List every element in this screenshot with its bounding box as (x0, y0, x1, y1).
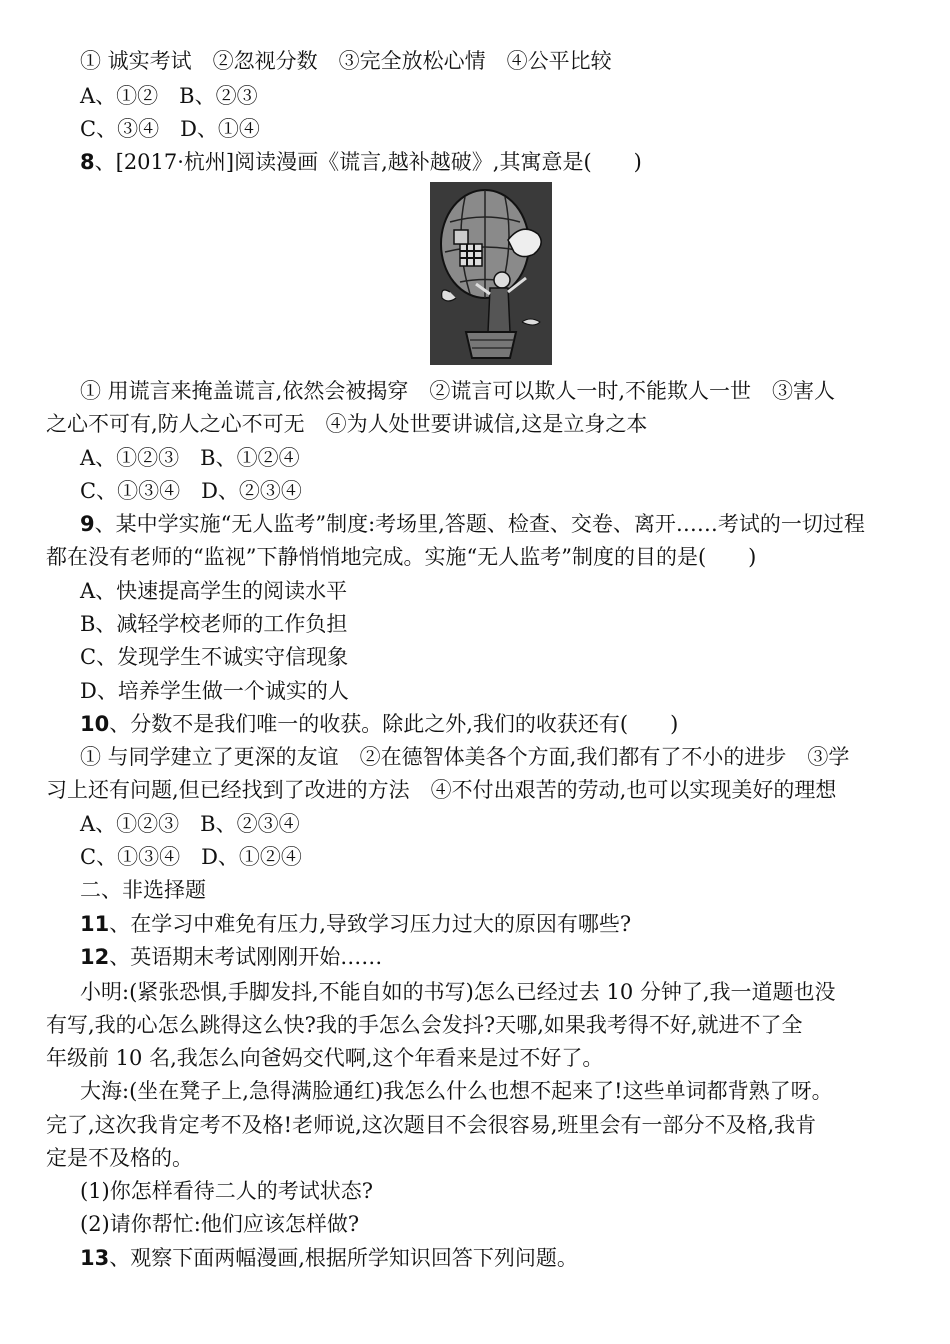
q12-xiaoming-line3: 年级前 10 名,我怎么向爸妈交代啊,这个年看来是过不好了。 (46, 1046, 604, 1070)
q8-options-line2: 之心不可有,防人之心不可无 ④为人处世要讲诚信,这是立身之本 (46, 412, 648, 436)
q12-stem (80, 942, 382, 972)
patch-icon (460, 244, 482, 266)
q8-choice-ab: A、①②③ B、①②④ (80, 446, 300, 470)
q9-stem-text1: 、某中学实施“无人监考”制度:考场里,答题、检查、交卷、离开……考试的一切过程 (94, 512, 865, 536)
q7-options: ① 诚实考试 ②忽视分数 ③完全放松心情 ④公平比较 (80, 49, 612, 73)
q9-option-c: C、发现学生不诚实守信现象 (80, 645, 349, 669)
q10-stem (80, 709, 678, 739)
q12-dahai-line1: 大海:(坐在凳子上,急得满脸通红)我怎么什么也想不起来了!这些单词都背熟了呀。 (80, 1079, 833, 1103)
q11-stem (80, 909, 631, 939)
q11-stem-text: 、在学习中难免有压力,导致学习压力过大的原因有哪些? (109, 912, 632, 936)
q10-stem-text: 、分数不是我们唯一的收获。除此之外,我们的收获还有( ) (109, 712, 679, 736)
person-head-icon (494, 272, 510, 288)
q13-stem-text: 、观察下面两幅漫画,根据所学知识回答下列问题。 (109, 1246, 578, 1270)
q8-options-line1: ① 用谎言来掩盖谎言,依然会被揭穿 ②谎言可以欺人一时,不能欺人一世 ③害人 (80, 379, 836, 403)
q10-choice-cd: C、①③④ D、①②④ (80, 845, 302, 869)
q9-option-b: B、减轻学校老师的工作负担 (80, 612, 348, 636)
q12-sub1: (1)你怎样看待二人的考试状态? (80, 1179, 374, 1203)
q7-choice-ab: A、①② B、②③ (80, 84, 258, 108)
q13-stem (80, 1243, 578, 1273)
q12-xiaoming-line1: 小明:(紧张恐惧,手脚发抖,不能自如的书写)怎么已经过去 10 分钟了,我一道题也没 (80, 980, 836, 1004)
q10-options-line2: 习上还有问题,但已经找到了改进的方法 ④不付出艰苦的劳动,也可以实现美好的理想 (46, 778, 837, 802)
q8-stem-text: 、[2017·杭州]阅读漫画《谎言,越补越破》,其寓意是( ) (94, 150, 642, 174)
q8-choice-cd: C、①③④ D、②③④ (80, 479, 302, 503)
q9-stem-line2: 都在没有老师的“监视”下静悄悄地完成。实施“无人监考”制度的目的是( ) (46, 545, 757, 569)
basket-icon (466, 332, 516, 358)
q10-choice-ab: A、①②③ B、②③④ (80, 812, 300, 836)
q12-xiaoming-line2: 有写,我的心怎么跳得这么快?我的手怎么会发抖?天哪,如果我考得不好,就进不了全 (46, 1013, 803, 1037)
q12-dahai-line3: 定是不及格的。 (46, 1146, 193, 1170)
lie-balloon-cartoon (430, 182, 552, 365)
person-body-icon (488, 288, 510, 332)
q12-sub2: (2)请你帮忙:他们应该怎样做? (80, 1212, 360, 1236)
q12-stem-text: 、英语期末考试刚刚开始…… (109, 945, 383, 969)
q10-options-line1: ① 与同学建立了更深的友谊 ②在德智体美各个方面,我们都有了不小的进步 ③学 (80, 745, 850, 769)
q9-stem-line1 (80, 509, 865, 539)
q8-stem (80, 147, 642, 177)
q11-number: 11 (80, 912, 110, 936)
q10-number: 10 (80, 712, 110, 736)
q7-choice-cd: C、③④ D、①④ (80, 117, 260, 141)
q9-number: 9 (80, 512, 95, 536)
q9-option-a: A、快速提高学生的阅读水平 (80, 579, 348, 603)
q13-number: 13 (80, 1246, 110, 1270)
q12-number: 12 (80, 945, 110, 969)
q9-option-d: D、培养学生做一个诚实的人 (80, 679, 349, 703)
q12-dahai-line2: 完了,这次我肯定考不及格!老师说,这次题目不会很容易,班里会有一部分不及格,我肯 (46, 1113, 817, 1137)
section-title: 二、非选择题 (80, 878, 206, 902)
q8-number: 8 (80, 150, 95, 174)
